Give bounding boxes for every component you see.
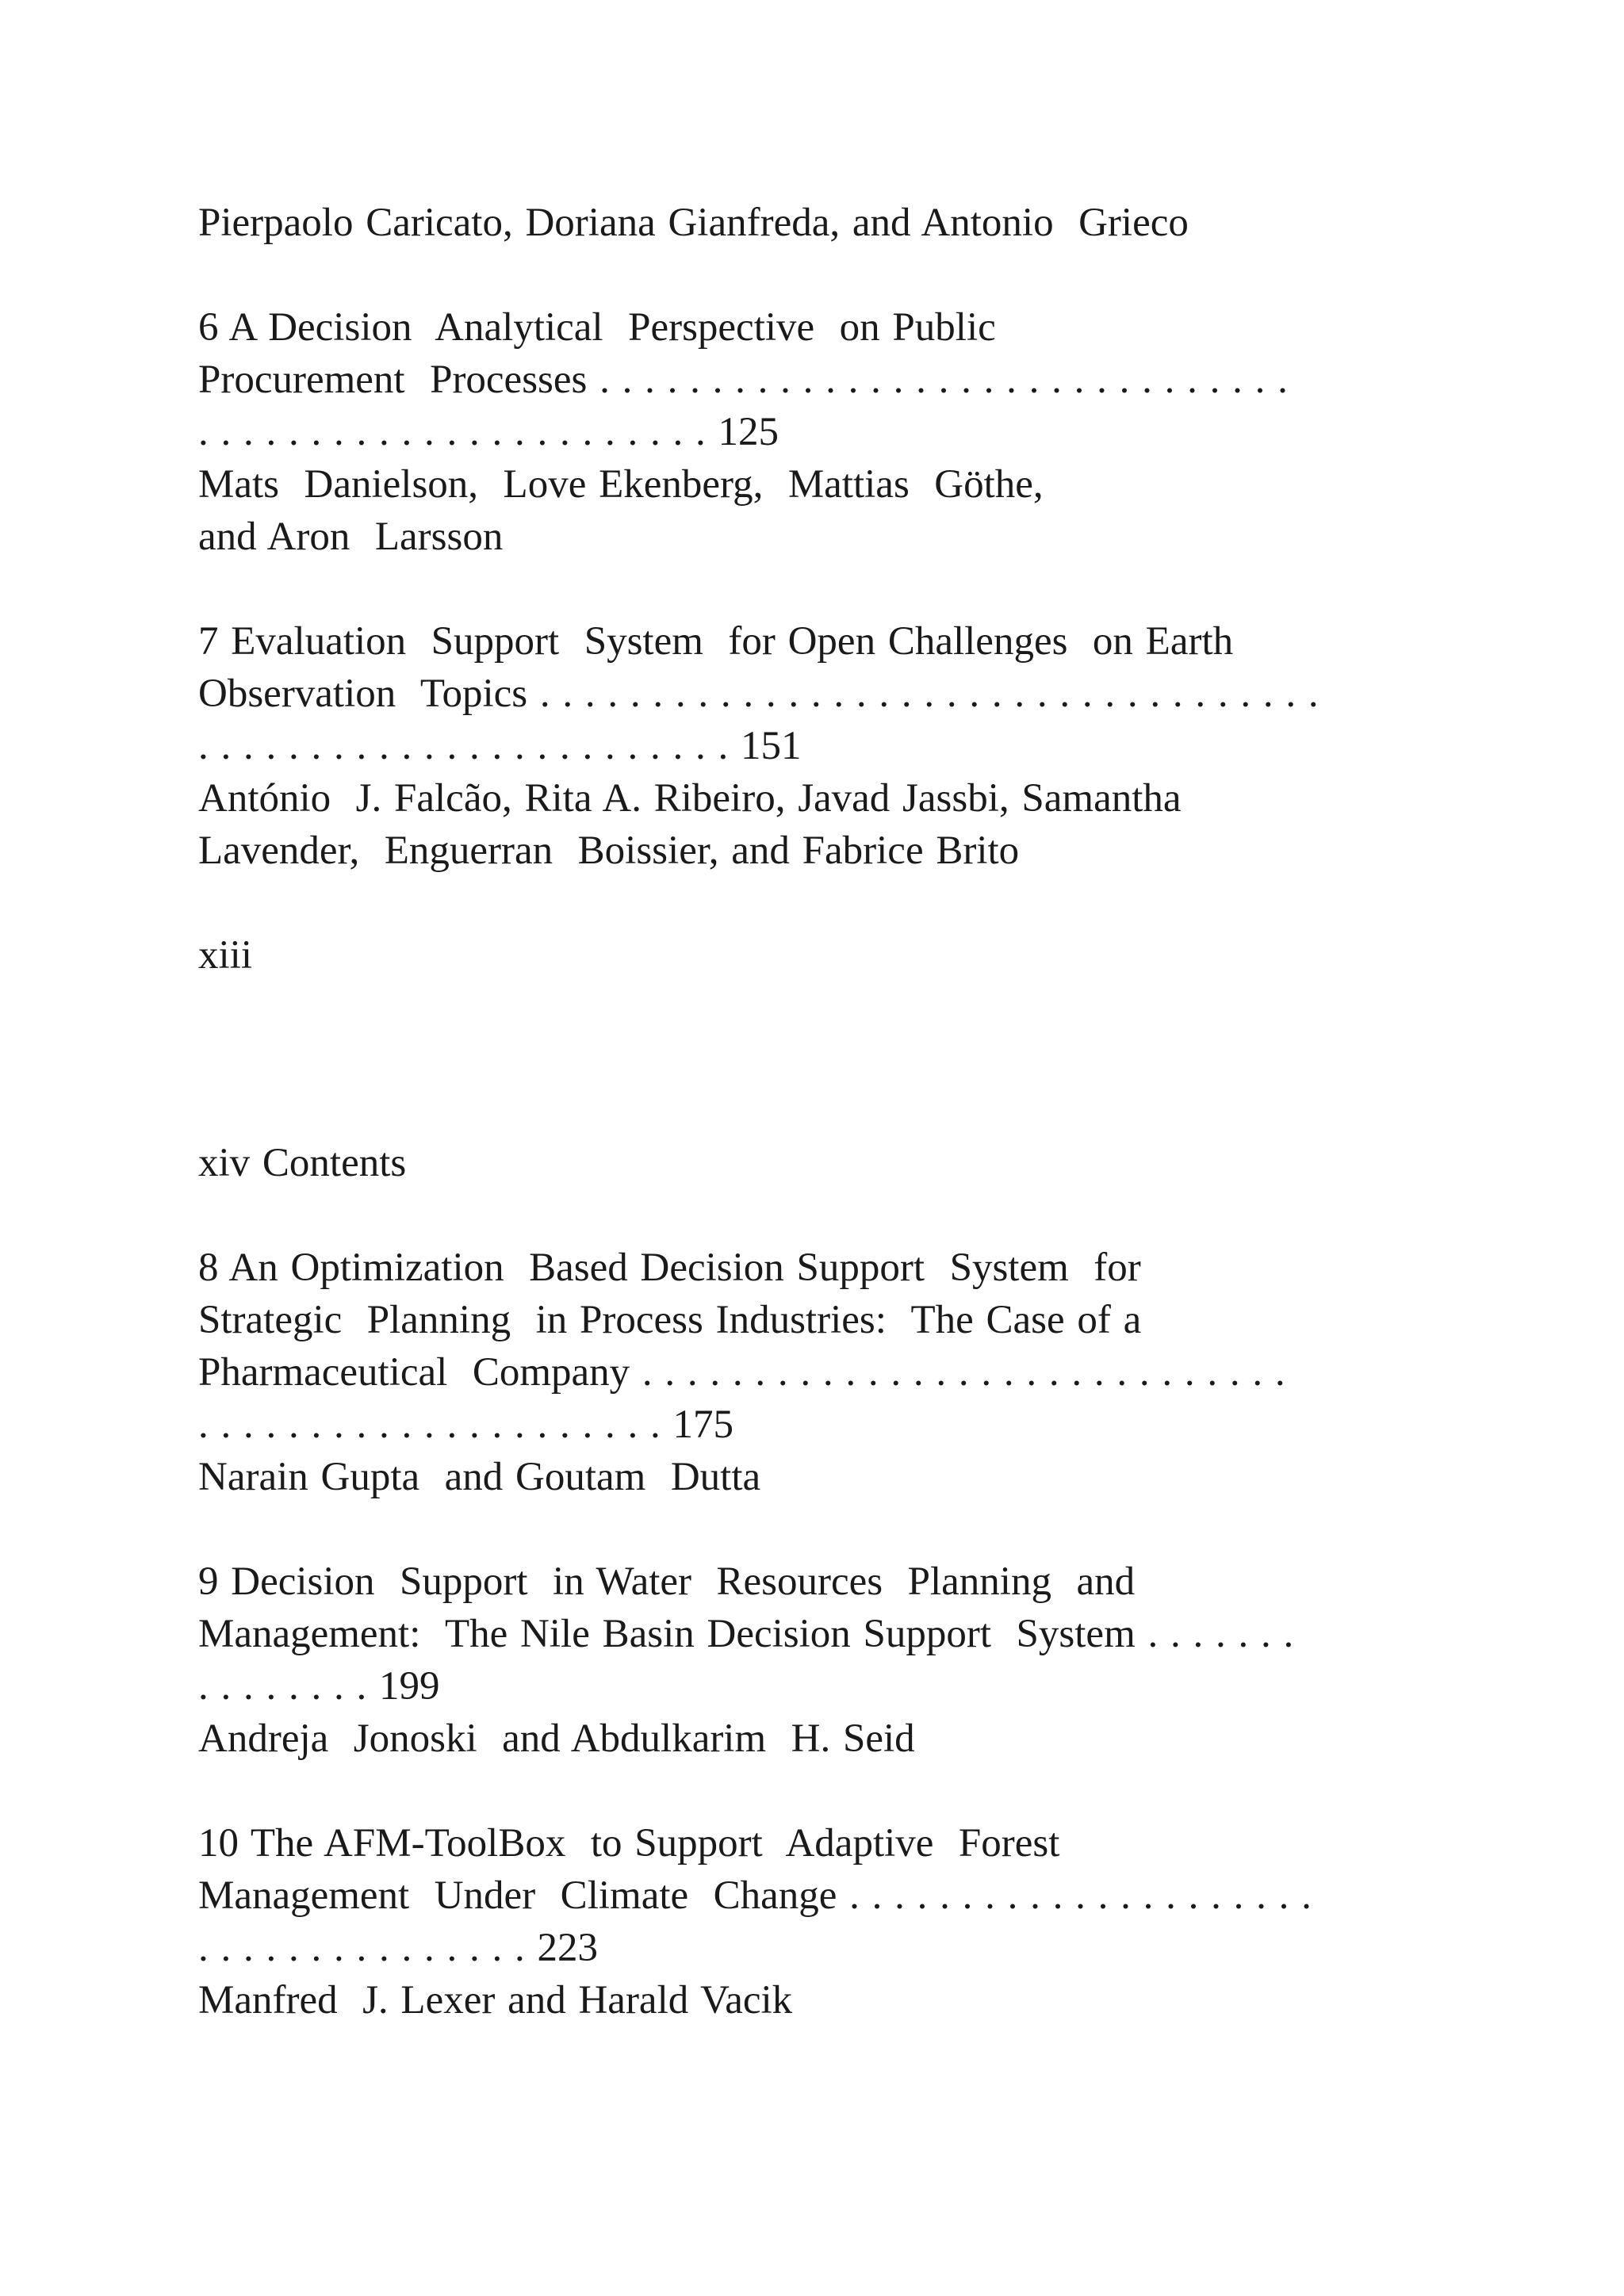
toc-entry-page: . . . . . . . . 199: [198, 1664, 440, 1709]
toc-entry-authors: Andreja Jonoski and Abdulkarim H. Seid: [198, 1716, 915, 1761]
toc-entry-5-authors: Pierpaolo Caricato, Doriana Gianfreda, and Antonio Grieco: [198, 201, 1189, 245]
toc-entry-authors: Narain Gupta and Goutam Dutta: [198, 1455, 761, 1499]
page-number: xiii: [198, 933, 253, 978]
toc-entry-authors: António J. Falcão, Rita A. Ribeiro, Javad Jassbi, Samantha: [198, 776, 1182, 821]
toc-entry-title: Management Under Climate Change . . . . . . . . . . . . . . . . . . . . .: [198, 1873, 1312, 1918]
toc-entry-page: . . . . . . . . . . . . . . . . . . . . . . . . 151: [198, 724, 802, 768]
toc-entry-title: Observation Topics . . . . . . . . . . . . . . . . . . . . . . . . . . . . . . . . . . .: [198, 672, 1319, 716]
toc-entry-title: 10 The AFM-ToolBox to Support Adaptive Forest: [198, 1821, 1060, 1866]
toc-entry-page: . . . . . . . . . . . . . . . . . . . . . . . 125: [198, 410, 779, 454]
toc-entry-title: Procurement Processes . . . . . . . . . . . . . . . . . . . . . . . . . . . . . . .: [198, 358, 1288, 402]
toc-entry-authors: Manfred J. Lexer and Harald Vacik: [198, 1978, 793, 2022]
toc-entry-title: 9 Decision Support in Water Resources Planning and: [198, 1559, 1136, 1604]
toc-entry-title: Pharmaceutical Company . . . . . . . . . . . . . . . . . . . . . . . . . . . . .: [198, 1350, 1285, 1395]
toc-entry-authors: Mats Danielson, Love Ekenberg, Mattias Göthe,: [198, 462, 1044, 507]
toc-entry-authors: Lavender, Enguerran Boissier, and Fabrice Brito: [198, 828, 1020, 873]
running-header: xiv Contents: [198, 1141, 407, 1185]
toc-entry-page: . . . . . . . . . . . . . . . . . . . . . 175: [198, 1402, 733, 1447]
toc-entry-title: Strategic Planning in Process Industries: The Case of a: [198, 1298, 1142, 1342]
toc-entry-title: 7 Evaluation Support System for Open Challenges on Earth: [198, 619, 1234, 664]
toc-entry-page: . . . . . . . . . . . . . . . 223: [198, 1926, 598, 1970]
toc-entry-title: 8 An Optimization Based Decision Support System for: [198, 1246, 1141, 1290]
toc-entry-title: 6 A Decision Analytical Perspective on Public: [198, 305, 996, 350]
toc-entry-title: Management: The Nile Basin Decision Support System . . . . . . .: [198, 1612, 1294, 1656]
toc-entry-authors: and Aron Larsson: [198, 515, 504, 559]
